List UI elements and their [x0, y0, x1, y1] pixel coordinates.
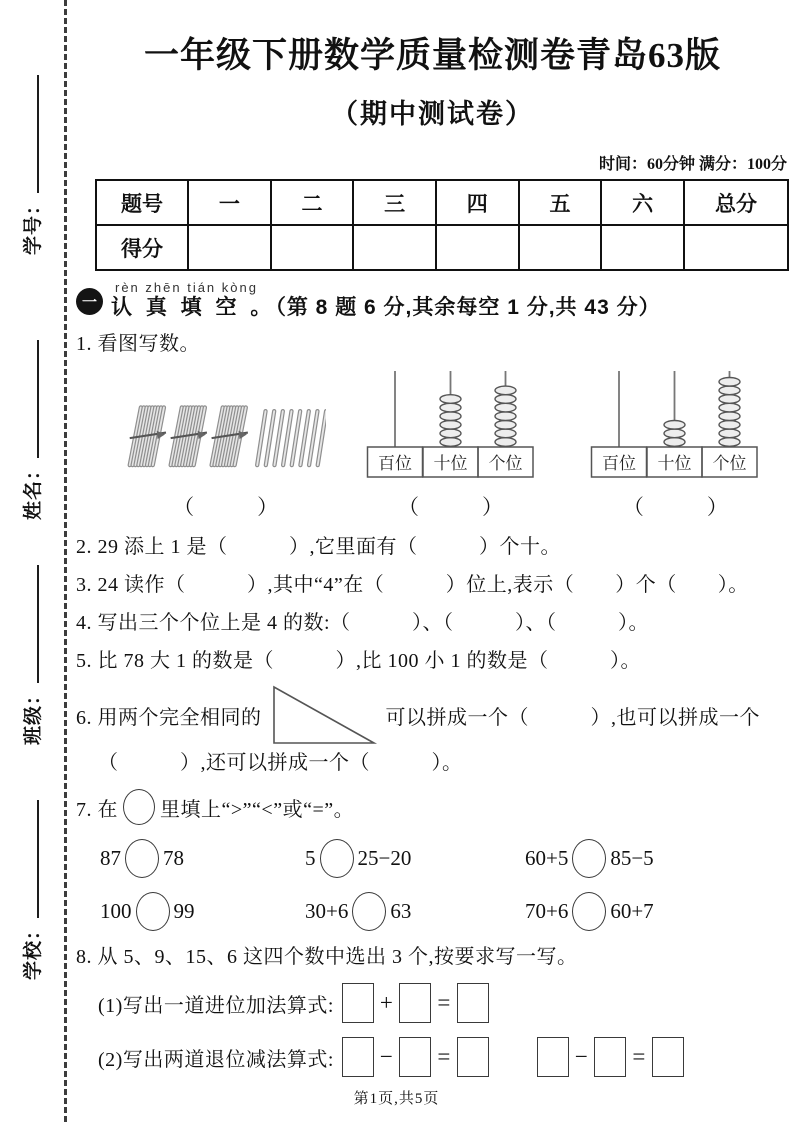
score-table-header-cell: 一	[188, 180, 271, 225]
section1-title: 认 真 填 空 。	[111, 296, 276, 319]
score-table-header-cell: 五	[519, 180, 602, 225]
answer-box	[399, 1037, 431, 1077]
main-content	[76, 0, 789, 1077]
operator-symbol: −	[379, 1044, 394, 1069]
question-8-subpart	[98, 1037, 789, 1077]
comparison-item	[100, 892, 305, 931]
answer-box	[342, 983, 374, 1023]
comparison-answer-circle	[572, 839, 606, 878]
abacus-svg	[366, 368, 536, 480]
comparison-answer-circle	[352, 892, 386, 931]
comparison-left-value: 30+6	[305, 899, 349, 923]
comparison-right-value: 85−5	[610, 846, 654, 870]
operator-symbol: =	[632, 1044, 646, 1069]
score-table-corner-label: 题号	[96, 180, 188, 225]
svg-text:个位: 个位	[488, 454, 522, 473]
question-7-heading	[76, 789, 789, 825]
comparison-answer-circle	[320, 839, 354, 878]
comparison-right-value: 60+7	[610, 899, 654, 923]
question-8-subpart-label: (1)写出一道进位加法算式:	[98, 994, 334, 1017]
comparison-right-value: 78	[163, 846, 184, 870]
class-blank-line	[23, 565, 39, 683]
answer-box	[594, 1037, 626, 1077]
answer-box	[652, 1037, 684, 1077]
question-1-figures	[76, 368, 789, 521]
operator-symbol: =	[437, 990, 451, 1015]
question-8-parts	[76, 983, 789, 1077]
pinyin-annotation: rèn zhēn tián kòng	[115, 280, 258, 295]
abacus-svg	[590, 368, 760, 480]
question-8-subpart	[98, 983, 789, 1023]
comparison-left-value: 5	[305, 846, 316, 870]
operator-symbol: −	[574, 1044, 589, 1069]
score-empty-cell	[271, 225, 354, 270]
equation-group	[340, 983, 491, 1023]
question-5-text: 5. 比 78 大 1 的数是（ ）,比 100 小 1 的数是（ ）。	[76, 650, 641, 672]
answer-box	[537, 1037, 569, 1077]
comparison-item	[305, 839, 525, 878]
svg-text:十位: 十位	[433, 454, 467, 473]
school-label: 学校：	[22, 919, 44, 980]
score-empty-cell	[353, 225, 436, 270]
answer-blank-abacus-2: （ ）	[622, 495, 728, 519]
comparison-item	[305, 892, 525, 931]
comparison-answer-circle	[125, 839, 159, 878]
question-8-subpart-label: (2)写出两道退位减法算式:	[98, 1048, 334, 1071]
score-empty-cell	[519, 225, 602, 270]
comparison-answer-circle	[136, 892, 170, 931]
student-id-blank-line	[23, 75, 39, 193]
score-table-header-cell: 六	[601, 180, 684, 225]
question-6-text-part1: 6. 用两个完全相同的	[76, 706, 262, 729]
comparison-right-value: 25−20	[357, 846, 412, 870]
student-id-label: 学号：	[22, 194, 44, 255]
score-empty-cell	[436, 225, 519, 270]
answer-box	[457, 1037, 489, 1077]
svg-text:十位: 十位	[657, 454, 692, 473]
operator-symbol: =	[437, 1044, 451, 1069]
question-6-line1	[76, 683, 789, 747]
name-blank-line	[23, 340, 39, 458]
margin-field-student-id	[14, 65, 48, 255]
svg-text:个位: 个位	[712, 454, 747, 473]
page-footer: 第1页,共5页	[353, 1091, 440, 1107]
comparison-right-value: 63	[390, 899, 412, 923]
score-empty-cell	[601, 225, 684, 270]
right-triangle-shape	[270, 683, 378, 747]
score-table-header-cell: 总分	[684, 180, 788, 225]
question-2-text: 2. 29 添上 1 是（ ）,它里面有（ ）个十。	[76, 536, 561, 558]
svg-text:百位: 百位	[602, 454, 637, 473]
school-blank-line	[23, 800, 39, 918]
equation-group	[340, 1037, 491, 1077]
comparison-left-value: 87	[100, 846, 121, 870]
score-table-header-cell: 四	[436, 180, 519, 225]
margin-field-name	[14, 330, 48, 520]
answer-box	[342, 1037, 374, 1077]
answer-box	[399, 983, 431, 1023]
operator-symbol: +	[379, 990, 394, 1015]
question-6-text-part3: （ ）,还可以拼成一个（ ）。	[98, 752, 463, 774]
comparison-answer-circle	[572, 892, 606, 931]
score-table-header-cell: 二	[271, 180, 354, 225]
question-7-text-suffix: 里填上“>”“<”或“=”。	[160, 798, 355, 821]
question-7-text-prefix: 7. 在	[76, 798, 118, 821]
answer-blank-sticks: （ ）	[173, 495, 279, 519]
page-title: 一年级下册数学质量检测卷青岛63版	[143, 36, 721, 75]
question-8-text: 8. 从 5、9、15、6 这四个数中选出 3 个,按要求写一写。	[76, 946, 578, 968]
equation-group	[535, 1037, 686, 1077]
time-and-score-meta: 时间：60分钟 满分：100分	[598, 156, 787, 173]
comparison-left-value: 100	[100, 899, 132, 923]
comparison-item	[100, 839, 305, 878]
comparison-item	[525, 892, 789, 931]
comparison-left-value: 70+6	[525, 899, 569, 923]
margin-field-school	[14, 790, 48, 980]
section-number-badge: 一	[76, 288, 103, 315]
question-4-text: 4. 写出三个个位上是 4 的数:（ ）、（ ）、（ ）。	[76, 612, 650, 634]
abacus-figure-2	[590, 368, 760, 485]
margin-field-class	[14, 555, 48, 745]
abacus-figure-1	[366, 368, 536, 485]
score-empty-cell	[188, 225, 271, 270]
section1-score-note: （第 8 题 6 分,其余每空 1 分,共 43 分）	[275, 296, 661, 319]
fold-dashed-line	[64, 0, 67, 1122]
question-7-comparisons	[100, 839, 789, 931]
score-empty-cell	[684, 225, 788, 270]
score-row-label: 得分	[96, 225, 188, 270]
comparison-item	[525, 839, 789, 878]
answer-blank-abacus-1: （ ）	[398, 495, 503, 519]
comparison-circle-example	[123, 789, 155, 825]
comparison-left-value: 60+5	[525, 846, 569, 870]
question-1-text: 1. 看图写数。	[76, 333, 200, 355]
class-label: 班级：	[22, 684, 44, 745]
name-label: 姓名：	[22, 459, 44, 520]
section1-header	[76, 281, 789, 318]
score-table	[95, 179, 789, 271]
question-6-text-part2: 可以拼成一个（ ）,也可以拼成一个	[385, 706, 760, 729]
score-table-header-cell: 三	[353, 180, 436, 225]
sticks-bundles-figure	[126, 400, 326, 485]
comparison-right-value: 99	[173, 899, 195, 923]
answer-box	[457, 983, 489, 1023]
page-subtitle: （期中测试卷）	[331, 99, 534, 129]
question-3-text: 3. 24 读作（ ）,其中“4”在（ ）位上,表示（ ）个（ ）。	[76, 574, 749, 596]
svg-text:百位: 百位	[377, 454, 412, 473]
sticks-figure-svg	[126, 400, 326, 480]
